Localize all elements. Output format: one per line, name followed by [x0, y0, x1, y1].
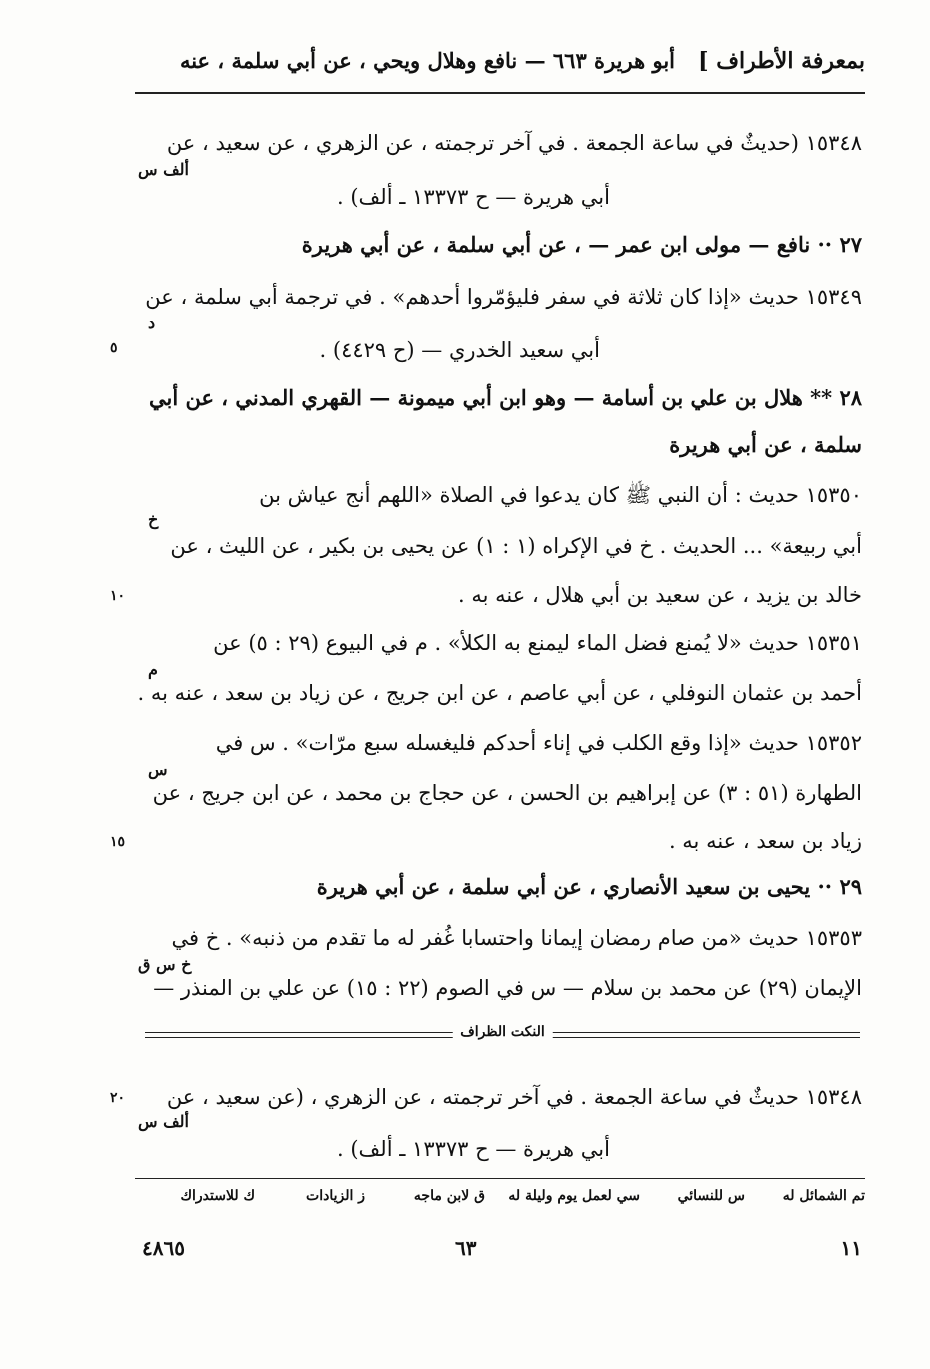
- separator-title: النكت الظراف: [452, 1024, 553, 1040]
- footer-print-number: ٤٨٦٥: [142, 1236, 185, 1260]
- abbr-nasai: س للنسائي: [677, 1188, 745, 1204]
- hadith-15353-siglum: خ س ق: [138, 955, 192, 974]
- hadith-15350-line-1: ١٥٣٥٠ حديث : أن النبي ﷺ كان يدعوا في الصلاة «اللهم أنج عياش بن: [259, 483, 862, 507]
- hadith-15352-siglum: س: [148, 760, 168, 779]
- narrator-28-heading-line-2: سلمة ، عن أبي هريرة: [669, 432, 862, 457]
- hadith-15353-line-2: الإيمان (٢٩) عن محمد بن سلام — س في الصوم (٢٢ : ١٥) عن علي بن المنذر —: [153, 976, 862, 1000]
- note-15348-line-2: أبي هريرة — ح ١٣٣٧٣ ـ ألف) .: [337, 1137, 610, 1161]
- hadith-15351-line-1: ١٥٣٥١ حديث «لا يُمنع فضل الماء ليمنع به الكلأ» . م في البيوع (٢٩ : ٥) عن: [213, 631, 862, 655]
- abbr-amal-yawm: سي لعمل يوم وليلة له: [508, 1188, 640, 1204]
- hadith-15349-line-2: أبي سعيد الخدري — (ح ٤٤٢٩) .: [319, 338, 600, 362]
- hadith-15352-line-3: زياد بن سعد ، عنه به .: [668, 829, 862, 853]
- header-book-title: بمعرفة الأطراف ]: [698, 48, 865, 74]
- note-15348-siglum: ألف س: [138, 1112, 189, 1131]
- footer-volume-number: ١١: [840, 1236, 862, 1260]
- footer-page-number: ٦٣: [455, 1236, 477, 1260]
- hadith-15350-line-2: أبي ربيعة» ... الحديث . خ في الإكراه (١ : ١) عن يحيى بن بكير ، عن الليث ، عن: [170, 534, 862, 558]
- hadith-15349-line-1: ١٥٣٤٩ حديث «إذا كان ثلاثة في سفر فليؤمّروا أحدهم» . في ترجمة أبي سلمة ، عن: [145, 285, 862, 309]
- hadith-15352-line-1: ١٥٣٥٢ حديث «إذا وقع الكلب في إناء أحدكم فليغسله سبع مرّات» . س في: [215, 731, 862, 755]
- abbr-shamail: تم الشمائل له: [782, 1188, 865, 1204]
- hadith-15349-siglum: د: [148, 313, 156, 332]
- hadith-15351-siglum: م: [148, 660, 158, 679]
- hadith-15350-line-3: خالد بن يزيد ، عن سعيد بن أبي هلال ، عنه به .: [458, 583, 862, 607]
- abbr-istidrak: ك للاستدراك: [180, 1188, 255, 1204]
- header-section-title: أبو هريرة ٦٦٣ — نافع وهلال ويحي ، عن أبي سلمة ، عنه: [179, 48, 675, 73]
- margin-line-number: ١٠: [110, 588, 126, 604]
- abbreviation-key: [140, 1188, 865, 1216]
- margin-line-number: ٥: [110, 340, 118, 356]
- narrator-27-heading: ٢٧ ·· نافع — مولى ابن عمر — ، عن أبي سلمة ، عن أبي هريرة: [301, 232, 862, 257]
- hadith-15350-siglum: خ: [148, 510, 159, 529]
- hadith-15351-line-2: أحمد بن عثمان النوفلي ، عن أبي عاصم ، عن ابن جريج ، عن زياد بن سعد ، عنه به .: [137, 681, 862, 705]
- hadith-15348-siglum: ألف س: [138, 160, 189, 179]
- hadith-15348-line-1: ١٥٣٤٨ (حديثٌ في ساعة الجمعة . في آخر ترجمته ، عن الزهري ، عن سعيد ، عن: [166, 131, 862, 155]
- narrator-29-heading: ٢٩ ·· يحيى بن سعيد الأنصاري ، عن أبي سلمة ، عن أبي هريرة: [316, 874, 862, 899]
- footer-rule: [135, 1178, 865, 1179]
- margin-line-number: ١٥: [110, 834, 126, 850]
- hadith-15352-line-2: الطهارة (٥١ : ٣) عن إبراهيم بن الحسن ، عن حجاج بن محمد ، عن ابن جريج ، عن: [152, 781, 862, 805]
- notes-separator: [145, 1024, 860, 1044]
- header-rule: [135, 92, 865, 94]
- hadith-15348-line-2: أبي هريرة — ح ١٣٣٧٣ ـ ألف) .: [337, 185, 610, 209]
- abbr-ibn-majah: ق لابن ماجه: [413, 1188, 485, 1204]
- note-15348-line-1: ١٥٣٤٨ حديثٌ في ساعة الجمعة . في آخر ترجمته ، عن الزهري ، (عن سعيد ، عن: [166, 1085, 862, 1109]
- margin-line-number: ٢٠: [110, 1090, 126, 1106]
- hadith-15353-line-1: ١٥٣٥٣ حديث «من صام رمضان إيمانا واحتسابا غُفر له ما تقدم من ذنبه» . خ في: [171, 926, 862, 950]
- abbr-ziyadat: ز الزيادات: [306, 1188, 365, 1204]
- running-header: [135, 48, 865, 88]
- narrator-28-heading-line-1: ٢٨ ** هلال بن علي بن أسامة — وهو ابن أبي ميمونة — القهري المدني ، عن أبي: [148, 385, 862, 410]
